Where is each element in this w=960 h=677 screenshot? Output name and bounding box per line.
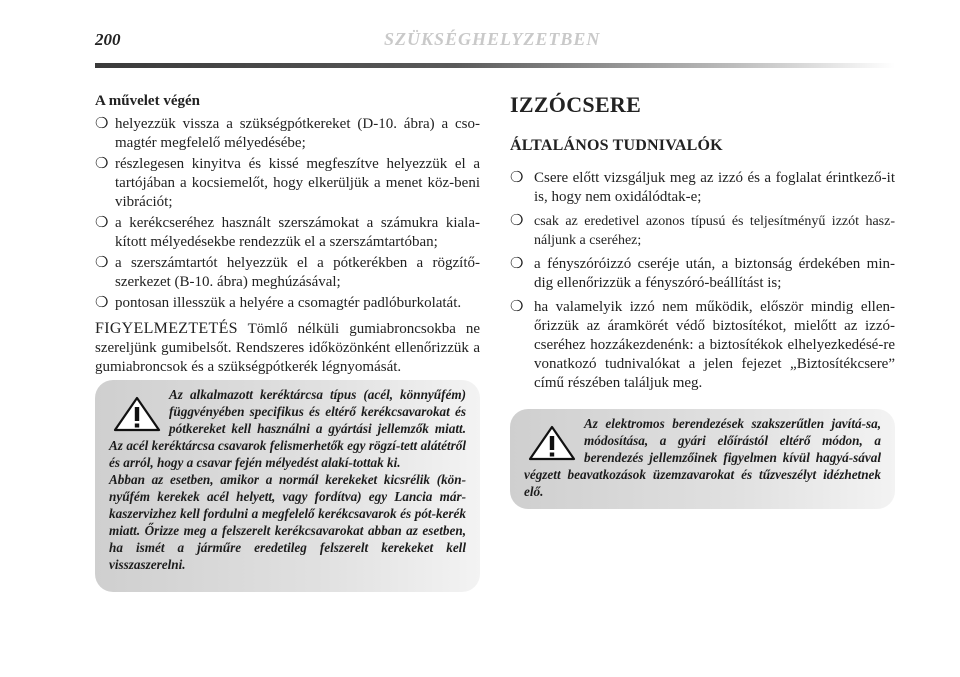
warning-text: Az elektromos berendezések szakszerűtlen javítá-sa, módosítása, a gyári előírástól eltérő módon, a berendezés jellemzőinek figyelmen kívül hagyá-sával végzett beavatkozások üzemzavarokat és tűzveszélyt idézhetnek elő.	[524, 416, 881, 499]
warning-box-wheels	[95, 380, 480, 592]
warning-triangle-icon	[113, 396, 161, 432]
bullet-icon: ❍	[510, 299, 524, 315]
right-bullet-list	[510, 169, 895, 393]
running-title: SZÜKSÉGHELYZETBEN	[384, 29, 601, 49]
left-bullet-list	[95, 115, 480, 313]
bullet-icon: ❍	[95, 156, 109, 172]
list-item	[95, 294, 480, 313]
list-item	[510, 298, 895, 393]
caution-text: Tömlő nélküli gumiabroncsokba ne szereljünk gumibelsőt. Rendszeres időközönként ellenőrizzük a gumiabroncsok és a szükségpótkerék légnyomását.	[95, 321, 480, 375]
caution-lead: FIGYELMEZTETÉS	[95, 320, 238, 337]
list-item	[510, 255, 895, 293]
bullet-icon: ❍	[510, 213, 524, 229]
left-column	[95, 92, 480, 377]
list-item-text: a szerszámtartót helyezzük el a pótkerékben a rögzítő-szerkezet (B-10. ábra) meghúzásával;	[115, 255, 480, 290]
list-item	[95, 155, 480, 212]
page-number: 200	[95, 30, 121, 49]
bullet-icon: ❍	[95, 215, 109, 231]
bullet-icon: ❍	[510, 170, 524, 186]
list-item-text: részlegesen kinyitva és kissé megfeszítve helyezzük el a tartójában a kocsiemelőt, hogy elkerüljük a menet köz-beni vibrációt;	[115, 156, 480, 210]
list-item	[95, 214, 480, 252]
section-title: IZZÓCSERE	[510, 92, 642, 117]
list-item-text: helyezzük vissza a szükségpótkereket (D-10. ábra) a cso-magtér megfelelő mélyedésébe;	[115, 116, 480, 151]
warning-text: Az alkalmazott keréktárcsa típus (acél, könnyűfém) függvényében specifikus és eltérő kerékcsavarokat és pótkereket kell használni a gyártási jellemzők miatt. Az acél keréktárcsa csavarok felismerhetők egy rögzí-tett alátétről és arról, hogy a csavar fején mélyedést alakí-tottak ki.	[109, 387, 466, 470]
list-item	[95, 254, 480, 292]
bullet-icon: ❍	[510, 256, 524, 272]
warning-text-2: Abban az esetben, amikor a normál kerekeket kicsrélik (kön-nyűfém kerekek acél helyett, vagy fordítva) egy Lancia már-kaszervizhez kell fordulni a megfelelő kerékcsavarok és pót-kerék miatt. Őrizze meg a felszerelt kerékcsavarokat abban az esetben, ha ismét a járműre eredetileg felszerelt kerekeket kell visszaszerelni.	[109, 472, 466, 572]
list-item	[510, 212, 895, 250]
list-item-text: a fényszóróizzó cseréje után, a biztonság érdekében min-dig ellenőrizzük a fényszóró-beállítást is;	[534, 256, 895, 291]
list-item-text: csak az eredetivel azonos típusú és teljesítményű izzót hasz-náljunk a cseréhez;	[534, 214, 895, 248]
list-item	[95, 115, 480, 153]
section-subtitle: ÁLTALÁNOS TUDNIVALÓK	[510, 137, 723, 154]
list-item-text: a kerékcseréhez használt szerszámokat a számukra kiala-kított mélyedésekbe rendezzük el a szerszámtartóban;	[115, 215, 480, 250]
caution-paragraph	[95, 319, 480, 377]
list-item-text: ha valamelyik izzó nem működik, először mindig ellen-őrizzük az áramkörét védő biztosítékot, mielőtt az izzó-cseréhez hozzákezdenénk: a biztosítékok elhelyezkedésé-re vonatkozó tudnivalókat a jelen fejezet „Biztosítékcsere” című részében találjuk meg.	[534, 299, 895, 391]
bullet-icon: ❍	[95, 295, 109, 311]
left-subheading: A művelet végén	[95, 93, 200, 109]
warning-box-electrical	[510, 409, 895, 509]
list-item-text: pontosan illesszük a helyére a csomagtér padlóburkolatát.	[115, 295, 462, 311]
header-rule	[95, 63, 895, 68]
right-column	[510, 92, 895, 398]
bullet-icon: ❍	[95, 255, 109, 271]
warning-triangle-icon	[528, 425, 576, 461]
bullet-icon: ❍	[95, 116, 109, 132]
list-item-text: Csere előtt vizsgáljuk meg az izzó és a foglalat érintkező-it is, hogy nem oxidálódtak-e;	[534, 170, 895, 205]
list-item	[510, 169, 895, 207]
